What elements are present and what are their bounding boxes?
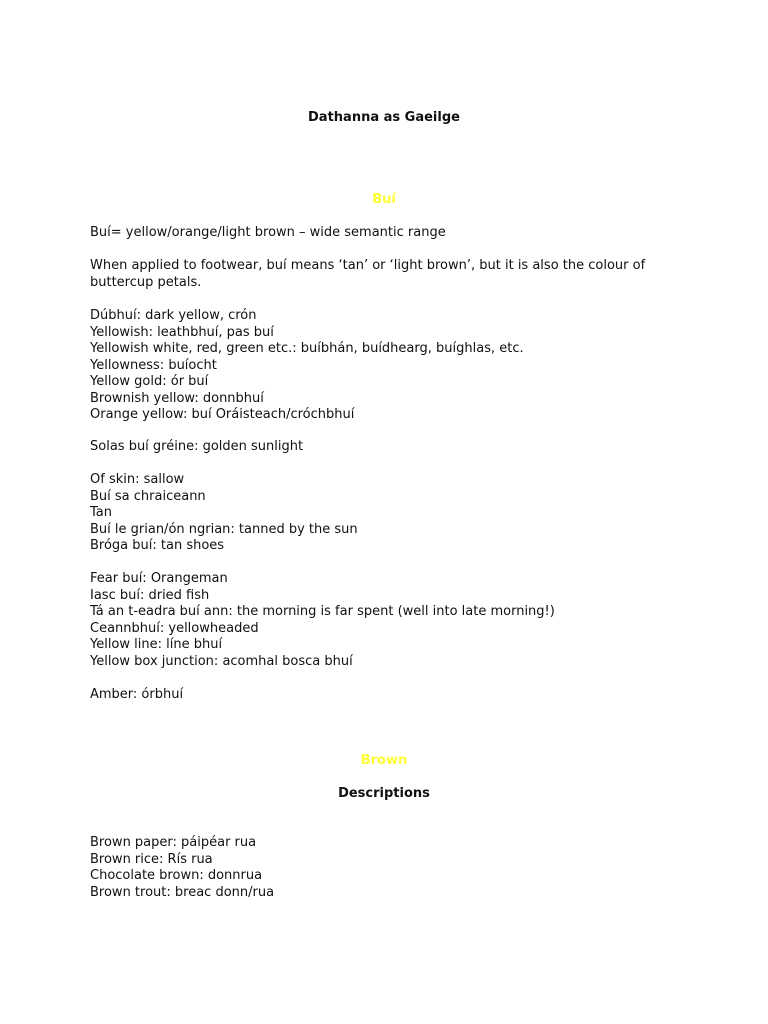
list-item: Yellow line: líne bhuí — [90, 637, 223, 652]
footwear-note — [90, 258, 670, 291]
section-heading-brown: Brown — [360, 753, 408, 768]
sunlight-line-block — [90, 439, 690, 456]
section-heading-bui: Buí — [372, 192, 396, 207]
list-item: Buí le grian/ón ngrian: tanned by the sun — [90, 521, 358, 537]
list-item: Brown rice: Rís rua — [90, 851, 213, 867]
sunlight-line: Solas buí gréine: golden sunlight — [90, 439, 304, 454]
list-item: Yellow gold: ór buí — [90, 374, 209, 389]
list-item: Tan — [90, 505, 112, 520]
skin-list — [90, 472, 690, 555]
list-item: Buí sa chraiceann — [90, 488, 206, 504]
list-item: Bróga buí: tan shoes — [90, 538, 225, 553]
footwear-paragraph: When applied to footwear, buí means ‘tan’ or ‘light brown’, but it is also the colour of buttercup petals. — [90, 258, 646, 290]
list-item: Yellowish: leathbhuí, pas buí — [90, 324, 274, 340]
list-item: Yellowness: buíocht — [90, 357, 217, 373]
list-item: Brown trout: breac donn/rua — [90, 884, 275, 900]
list-item: Orange yellow: buí Oráisteach/cróchbhuí — [90, 407, 355, 422]
amber-line-block — [90, 687, 690, 704]
list-item: Chocolate brown: donnrua — [90, 868, 263, 883]
idioms-list — [90, 571, 690, 670]
definition-line: Buí= yellow/orange/light brown – wide semantic range — [90, 225, 446, 240]
list-item: Yellowish white, red, green etc.: buíbhán, buídhearg, buíghlas, etc. — [90, 341, 524, 356]
section-subheading-descriptions: Descriptions — [338, 786, 430, 801]
list-item: Brown paper: páipéar rua — [90, 835, 257, 850]
amber-line: Amber: órbhuí — [90, 687, 184, 702]
list-item: Of skin: sallow — [90, 472, 185, 487]
bui-definition — [90, 225, 690, 242]
list-item: Tá an t-eadra buí ann: the morning is far spent (well into late morning!) — [90, 604, 555, 619]
list-item: Dúbhuí: dark yellow, crón — [90, 308, 257, 323]
brown-list — [90, 835, 690, 901]
list-item: Fear buí: Orangeman — [90, 571, 228, 586]
compounds-list — [90, 308, 690, 424]
list-item: Yellow box junction: acomhal bosca bhuí — [90, 653, 353, 669]
list-item: Brownish yellow: donnbhuí — [90, 390, 264, 406]
list-item: Iasc buí: dried fish — [90, 587, 210, 603]
document-title: Dathanna as Gaeilge — [308, 110, 460, 125]
list-item: Ceannbhuí: yellowheaded — [90, 620, 259, 636]
